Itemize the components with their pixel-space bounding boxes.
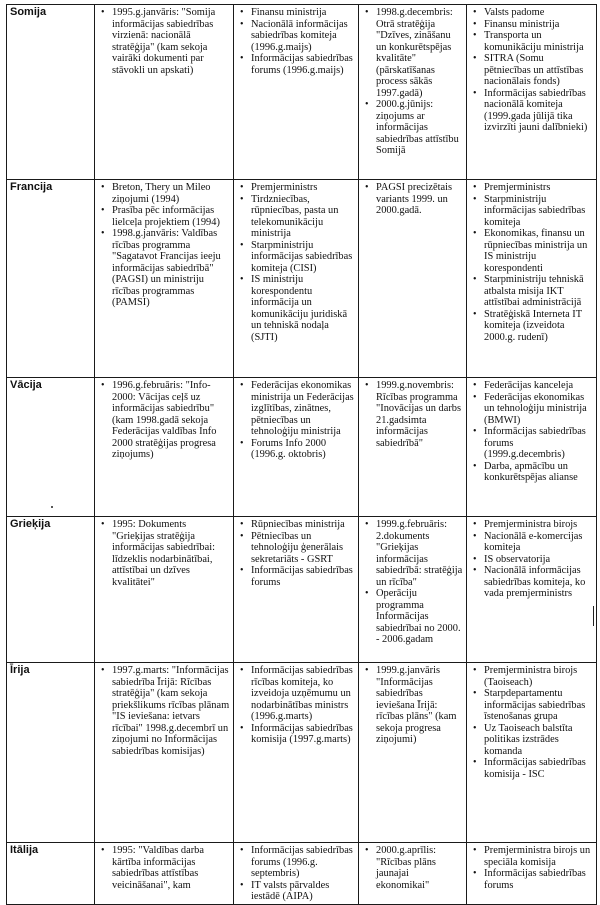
bullet-item: • Operāciju programma Informācijas sabiedrībai no 2000. - 2006.gadam [362, 588, 463, 646]
bullet-item: • Starpministriju informācijas sabiedrības komiteja [470, 194, 593, 229]
table-cell [359, 5, 467, 180]
bullet-item: • Darba, apmācību un konkurētspējas alianse [470, 461, 593, 484]
bullet-item: • 2000.g.jūnijs: ziņojums ar informācijas sabiedrības attīstību Somijā [362, 99, 463, 157]
bullet-list [98, 845, 230, 891]
bullet-item: • 1995.g.janvāris: "Somija informācijas sabiedrības virzienā: nacionālā stratēģija" (kam sekoja vairāki dokumenti par stāvokli un apskati) [98, 7, 230, 76]
table-cell [467, 663, 597, 843]
table-cell [234, 843, 359, 905]
table-row [7, 378, 597, 517]
bullet-item: • Forums Info 2000 (1996.g. oktobris) [237, 438, 355, 461]
table-cell [234, 378, 359, 517]
country-cell: Itālija [7, 843, 95, 905]
table-cell [467, 5, 597, 180]
bullet-item: • 1995: Dokuments "Grieķijas stratēģija informācijas sabiedrībai: līdzeklis nodarbinātībai, attīstībai un dzīves kvalitātei" [98, 519, 230, 588]
bullet-item: • Informācijas sabiedrības forums (1996.g.maijs) [237, 53, 355, 76]
bullet-item: • Informācijas sabiedrības komisija (1997.g.marts) [237, 723, 355, 746]
table-cell [359, 378, 467, 517]
bullet-item: • Breton, Thery un Mileo ziņojumi (1994) [98, 182, 230, 205]
table-cell [467, 180, 597, 378]
bullet-item: • 1998.g.janvāris: Valdības rīcības programma "Sagatavot Francijas ieeju informācijas sabiedrībā" (PAGSI) un ministriju rīcības programmas (PAMSI) [98, 228, 230, 309]
bullet-item: • Federācijas kanceleja [470, 380, 593, 392]
bullet-item: • Informācijas sabiedrības forums (1996.g. septembris) [237, 845, 355, 880]
bullet-item: • Stratēģiskā Interneta IT komiteja (izveidota 2000.g. rudenī) [470, 309, 593, 344]
scan-margin-mark [593, 606, 594, 626]
bullet-item: • Informācijas sabiedrības nacionālā komiteja (1999.gada jūlijā tika izvirzīti jauni dalībnieki) [470, 88, 593, 134]
table-row [7, 517, 597, 663]
bullet-list [470, 665, 593, 780]
bullet-item: • Valsts padome [470, 7, 593, 19]
bullet-item: • Federācijas ekonomikas un tehnoloģiju ministrija (BMWI) [470, 392, 593, 427]
bullet-item: • PAGSI precizētais variants 1999. un 2000.gadā. [362, 182, 463, 217]
bullet-item: • Uz Taoiseach balstīta politikas izstrādes komanda [470, 723, 593, 758]
bullet-item: • Federācijas ekonomikas ministrija un Federācijas izglītības, zinātnes, pētniecības un tehnoloģiju ministrija [237, 380, 355, 438]
bullet-list [98, 182, 230, 309]
bullet-list [470, 380, 593, 484]
table-cell [234, 5, 359, 180]
table-cell [234, 180, 359, 378]
table-cell [95, 663, 234, 843]
bullet-item: • IS ministriju korespondentu informācija un komunikāciju juridiskā un tehniskā nodaļa (SJTI) [237, 274, 355, 343]
bullet-item: • 1996.g.februāris: "Info-2000: Vācijas ceļš uz informācijas sabiedrību" (kam 1998.gadā sekoja Federācijas valdības Info 2000 stratēģijas progresa ziņojums) [98, 380, 230, 461]
bullet-list [237, 7, 355, 76]
bullet-list [362, 665, 463, 746]
table-cell [95, 517, 234, 663]
bullet-item: • Premjerministra birojs [470, 519, 593, 531]
scan-dot-mark [51, 506, 53, 508]
table-cell [359, 663, 467, 843]
bullet-item: • IS observatorija [470, 554, 593, 566]
bullet-list [470, 182, 593, 343]
bullet-list [362, 519, 463, 646]
table-cell [95, 843, 234, 905]
bullet-list [98, 380, 230, 461]
bullet-item: • Informācijas sabiedrības komisija - ISC [470, 757, 593, 780]
bullet-list [362, 845, 463, 891]
bullet-list [237, 665, 355, 746]
table-cell [95, 5, 234, 180]
bullet-item: • Informācijas sabiedrības forums [237, 565, 355, 588]
bullet-item: • Rūpniecības ministrija [237, 519, 355, 531]
bullet-list [237, 380, 355, 461]
bullet-item: • 1997.g.marts: "Informācijas sabiedrība Īrijā: Rīcības stratēģija" (kam sekoja priekšlikums rīcības plānam "IS ieviešana: ietvars rīcībai" 1998.g.decembrī un ziņojumi no Informācijas sabiedrības komisijas) [98, 665, 230, 757]
bullet-list [362, 380, 463, 449]
bullet-item: • Premjerministra birojs (Taoiseach) [470, 665, 593, 688]
bullet-list [362, 7, 463, 157]
country-cell: Īrija [7, 663, 95, 843]
bullet-item: • Starpministriju informācijas sabiedrības komiteja (CISI) [237, 240, 355, 275]
table-cell [234, 663, 359, 843]
bullet-item: • 1999.g.janvāris "Informācijas sabiedrības ieviešana Īrijā: rīcības plāns" (kam sekoja progresa ziņojumi) [362, 665, 463, 746]
bullet-item: • Ekonomikas, finansu un rūpniecības ministrija un IS ministriju korespondenti [470, 228, 593, 274]
table-cell [359, 517, 467, 663]
table-row [7, 843, 597, 905]
bullet-item: • Nacionālā informācijas sabiedrības komiteja, ko vada premjerministrs [470, 565, 593, 600]
bullet-list [470, 845, 593, 891]
bullet-item: • Premjerministra birojs un speciāla komisija [470, 845, 593, 868]
bullet-item: • Starpdepartamentu informācijas sabiedrības īstenošanas grupa [470, 688, 593, 723]
table-row [7, 663, 597, 843]
table-cell [359, 180, 467, 378]
bullet-list [98, 7, 230, 76]
bullet-item: • Finansu ministrija [470, 19, 593, 31]
bullet-item: • IT valsts pārvaldes iestādē (AIPA) [237, 880, 355, 903]
table-row [7, 180, 597, 378]
bullet-item: • Premjerministrs [470, 182, 593, 194]
bullet-list [237, 182, 355, 343]
table-cell [95, 180, 234, 378]
table-cell [467, 378, 597, 517]
bullet-list [237, 845, 355, 903]
bullet-item: • Prasība pēc informācijas lielceļa projektiem (1994) [98, 205, 230, 228]
bullet-item: • Premjerministrs [237, 182, 355, 194]
country-cell: Francija [7, 180, 95, 378]
table-row [7, 5, 597, 180]
table-cell [234, 517, 359, 663]
bullet-list [237, 519, 355, 588]
bullet-item: • Finansu ministrija [237, 7, 355, 19]
bullet-item: • 1995: "Valdības darba kārtība informācijas sabiedrības attīstības veicināšanai", kam [98, 845, 230, 891]
country-cell: Somija [7, 5, 95, 180]
bullet-list [98, 665, 230, 757]
bullet-list [98, 519, 230, 588]
bullet-item: • Starpministriju tehniskā atbalsta misija IKT attīstībai administrācijā [470, 274, 593, 309]
table-cell [467, 843, 597, 905]
bullet-list [470, 7, 593, 134]
bullet-list [362, 182, 463, 217]
bullet-item: • Pētniecības un tehnoloģiju ģenerālais sekretariāts - GSRT [237, 531, 355, 566]
bullet-item: • SITRA (Somu pētniecības un attīstības nacionālais fonds) [470, 53, 593, 88]
country-cell: Grieķija [7, 517, 95, 663]
bullet-item: • Nacionālā informācijas sabiedrības komiteja (1996.g.maijs) [237, 19, 355, 54]
bullet-item: • Informācijas sabiedrības forums (1999.g.decembris) [470, 426, 593, 461]
bullet-item: • 1998.g.decembris: Otrā stratēģija "Dzīves, zināšanu un konkurētspējas kvalitāte" (pārskatīšanas process sākās 1997.gadā) [362, 7, 463, 99]
bullet-item: • Transporta un komunikāciju ministrija [470, 30, 593, 53]
bullet-item: • Nacionālā e-komercijas komiteja [470, 531, 593, 554]
bullet-item: • Informācijas sabiedrības rīcības komiteja, ko izveidoja uzņēmumu un nodarbinātības ministrs (1996.g.marts) [237, 665, 355, 723]
bullet-item: • 1999.g.novembris: Rīcības programma "Inovācijas un darbs 21.gadsimta informācijas sabiedrībā" [362, 380, 463, 449]
table-cell [359, 843, 467, 905]
bullet-item: • Tirdzniecības, rūpniecības, pasta un telekomunikāciju ministrija [237, 194, 355, 240]
bullet-item: • Informācijas sabiedrības forums [470, 868, 593, 891]
country-cell: Vācija [7, 378, 95, 517]
table-cell [467, 517, 597, 663]
table-cell [95, 378, 234, 517]
strategy-table [6, 4, 597, 905]
bullet-item: • 2000.g.aprīlis: "Rīcības plāns jaunajai ekonomikai" [362, 845, 463, 891]
bullet-item: • 1999.g.februāris: 2.dokuments "Grieķijas informācijas sabiedrībā: stratēģija un rīcība" [362, 519, 463, 588]
bullet-list [470, 519, 593, 600]
